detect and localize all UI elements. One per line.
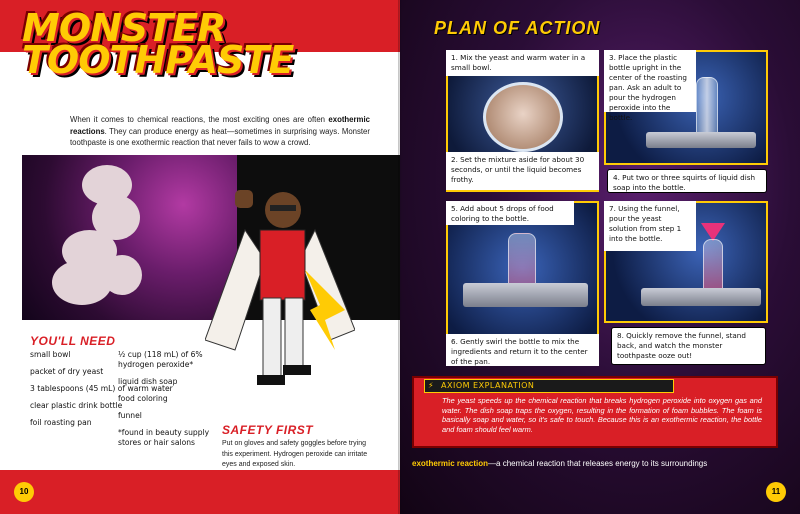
term-exothermic: exothermic reactions bbox=[70, 115, 370, 136]
roasting-pan-image bbox=[641, 288, 761, 306]
list-item: 3 tablespoons (45 mL) of warm water bbox=[30, 384, 173, 393]
page-number-left: 10 bbox=[14, 482, 34, 502]
safety-text: Put on gloves and safety goggles before trying this experiment. Hydrogen peroxide can irritate eyes and exposed skin. bbox=[222, 440, 368, 468]
list-item: *found in beauty supply stores or hair salons bbox=[118, 428, 210, 447]
scientist-hero-illustration bbox=[205, 170, 355, 410]
list-item: clear plastic drink bottle bbox=[30, 401, 123, 410]
roasting-pan-image bbox=[646, 132, 756, 148]
step-1-caption: 1. Mix the yeast and warm water in a small bowl. bbox=[446, 50, 599, 76]
glossary-entry bbox=[412, 459, 792, 468]
list-item: liquid dish soap bbox=[118, 377, 178, 386]
red-footer-band bbox=[0, 470, 400, 514]
bottle-image bbox=[703, 239, 723, 294]
step-4-caption: 4. Put two or three squirts of liquid dish soap into the bottle. bbox=[607, 169, 767, 193]
list-item: small bowl bbox=[30, 350, 71, 359]
list-item: funnel bbox=[118, 411, 142, 420]
lightning-icon: ⚡ bbox=[428, 381, 435, 390]
list-item: packet of dry yeast bbox=[30, 367, 104, 376]
step-8-caption: 8. Quickly remove the funnel, stand back, and watch the monster toothpaste ooze out! bbox=[611, 327, 766, 365]
step-2-caption: 2. Set the mixture aside for about 30 seconds, or until the liquid becomes frothy. bbox=[446, 152, 599, 190]
page-number-right: 11 bbox=[766, 482, 786, 502]
step-6-caption: 6. Gently swirl the bottle to mix the ingredients and return it to the center of the pan. bbox=[446, 334, 599, 366]
title-line-2: TOOTHPASTE bbox=[22, 38, 294, 82]
step-3-caption: 3. Place the plastic bottle upright in the center of the roasting pan. Ask an adult to pour the hydrogen peroxide into the bottle. bbox=[604, 50, 696, 112]
bowl-image bbox=[483, 82, 563, 152]
glossary-definition: —a chemical reaction that releases energy to its surroundings bbox=[488, 459, 708, 468]
axiom-text: The yeast speeds up the chemical reaction that breaks hydrogen peroxide into oxygen gas and water. The dish soap traps the oxygen, resulting in the formation of foam bubbles. The foam is basically soap and water, so it's safe to touch. Because this is an exothermic reaction, the bottle and foam should feel warm. bbox=[442, 396, 762, 434]
step-5-caption: 5. Add about 5 drops of food coloring to the bottle. bbox=[446, 201, 574, 225]
bottle-image bbox=[696, 77, 718, 137]
title-line-1: MONSTER bbox=[22, 6, 226, 50]
list-item: ½ cup (118 mL) of 6% hydrogen peroxide* bbox=[118, 350, 203, 369]
needs-column-2 bbox=[118, 350, 218, 455]
axiom-heading: ⚡ AXIOM EXPLANATION bbox=[424, 379, 674, 393]
page-title bbox=[22, 6, 294, 82]
roasting-pan-image bbox=[463, 283, 588, 307]
plan-title: PLAN OF ACTION bbox=[434, 18, 601, 38]
list-item: foil roasting pan bbox=[30, 418, 92, 427]
glossary-term: exothermic reaction bbox=[412, 459, 489, 468]
needs-heading: YOU'LL NEED bbox=[30, 334, 116, 348]
intro-paragraph: When it comes to chemical reactions, the most exciting ones are often exothermic reactions. They can produce energy as heat—sometimes in surprising ways. Monster toothpaste is one exothermic reaction that never fails to wow a crowd. bbox=[70, 115, 370, 147]
safety-heading: SAFETY FIRST bbox=[222, 423, 314, 437]
list-item: food coloring bbox=[118, 394, 168, 403]
hero-figure bbox=[205, 170, 355, 410]
step-7-caption: 7. Using the funnel, pour the yeast solution from step 1 into the bottle. bbox=[604, 201, 696, 251]
book-gutter bbox=[398, 0, 402, 514]
